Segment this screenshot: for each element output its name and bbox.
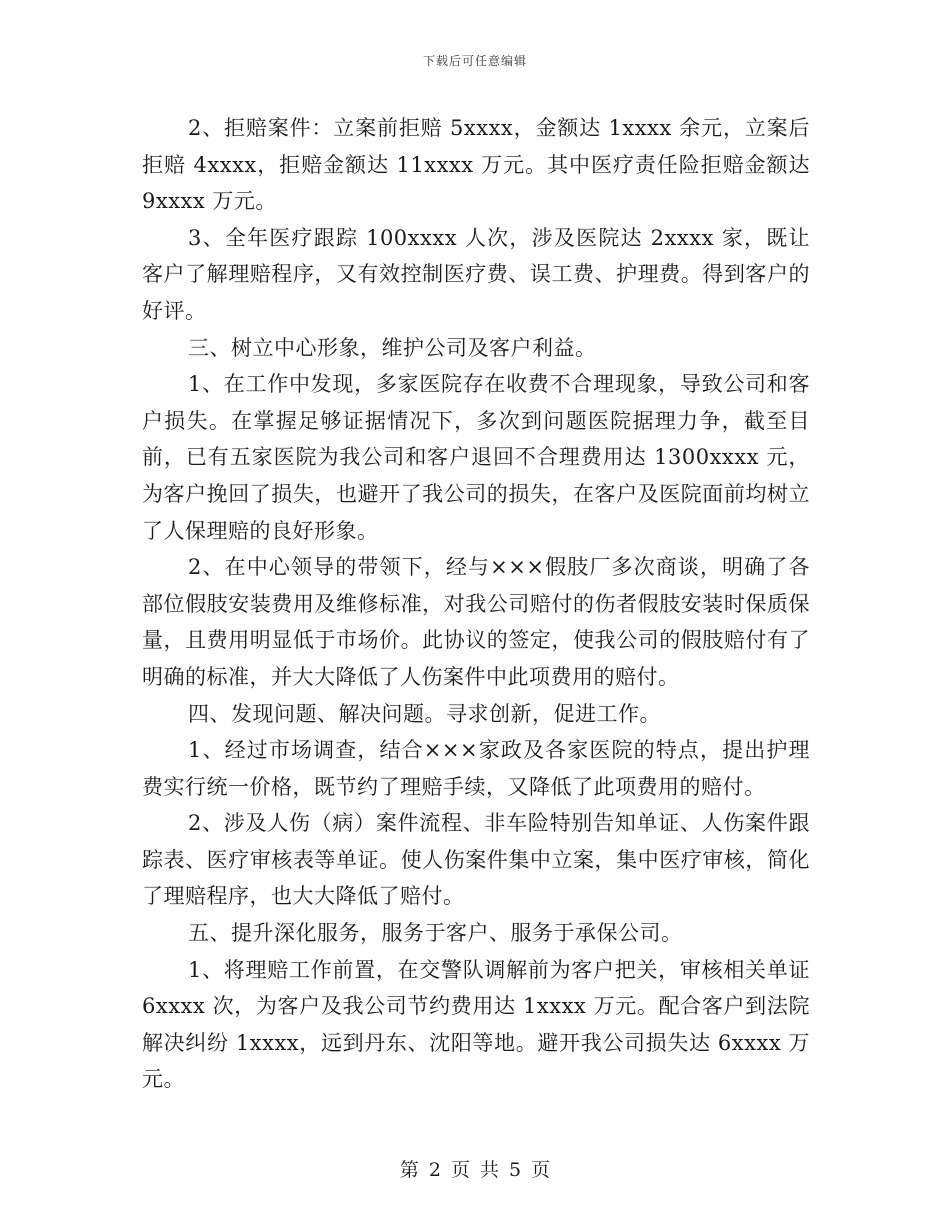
paragraph: 3、全年医疗跟踪 100xxxx 人次，涉及医院达 2xxxx 家，既让客户了解理赔程序，又有效控制医疗费、误工费、护理费。得到客户的好评。 xyxy=(142,225,810,323)
paragraph: 2、拒赔案件：立案前拒赔 5xxxx，金额达 1xxxx 余元，立案后拒赔 4xxxx，拒赔金额达 11xxxx 万元。其中医疗责任险拒赔金额达 9xxxx 万元。 xyxy=(142,116,810,214)
document-body xyxy=(142,110,810,1098)
paragraph: 2、涉及人伤（病）案件流程、非车险特别告知单证、人伤案件跟踪表、医疗审核表等单证。使人伤案件集中立案，集中医疗审核，简化了理赔程序，也大大降低了赔付。 xyxy=(142,811,810,909)
paragraph: 2、在中心领导的带领下，经与×××假肢厂多次商谈，明确了各部位假肢安装费用及维修标准，对我公司赔付的伤者假肢安装时保质保量，且费用明显低于市场价。此协议的签定，使我公司的假肢赔付有了明确的标准，并大大降低了人伤案件中此项费用的赔付。 xyxy=(142,555,810,689)
section-heading: 四、发现问题、解决问题。寻求创新，促进工作。 xyxy=(188,701,661,726)
paragraph: 1、在工作中发现，多家医院存在收费不合理现象，导致公司和客户损失。在掌握足够证据情况下，多次到问题医院据理力争，截至目前，已有五家医院为我公司和客户退回不合理费用达 1300xxxx 元，为客户挽回了损失，也避开了我公司的损失，在客户及医院面前均树立了人保理赔的良好形象。 xyxy=(142,372,810,543)
paragraph: 1、将理赔工作前置，在交警队调解前为客户把关，审核相关单证 6xxxx 次，为客户及我公司节约费用达 1xxxx 万元。配合客户到法院解决纠纷 1xxxx，远到丹东、沈阳等地。避开我公司损失达 6xxxx 万元。 xyxy=(142,957,810,1092)
page-header: 下载后可任意编辑 xyxy=(422,54,527,68)
section-heading: 五、提升深化服务，服务于客户、服务于承保公司。 xyxy=(188,921,683,946)
paragraph: 1、经过市场调查，结合×××家政及各家医院的特点，提出护理费实行统一价格，既节约了理赔手续，又降低了此项费用的赔付。 xyxy=(142,738,810,799)
section-heading: 三、树立中心形象，维护公司及客户利益。 xyxy=(188,335,597,360)
page-number: 第 2 页 共 5 页 xyxy=(399,1159,551,1181)
